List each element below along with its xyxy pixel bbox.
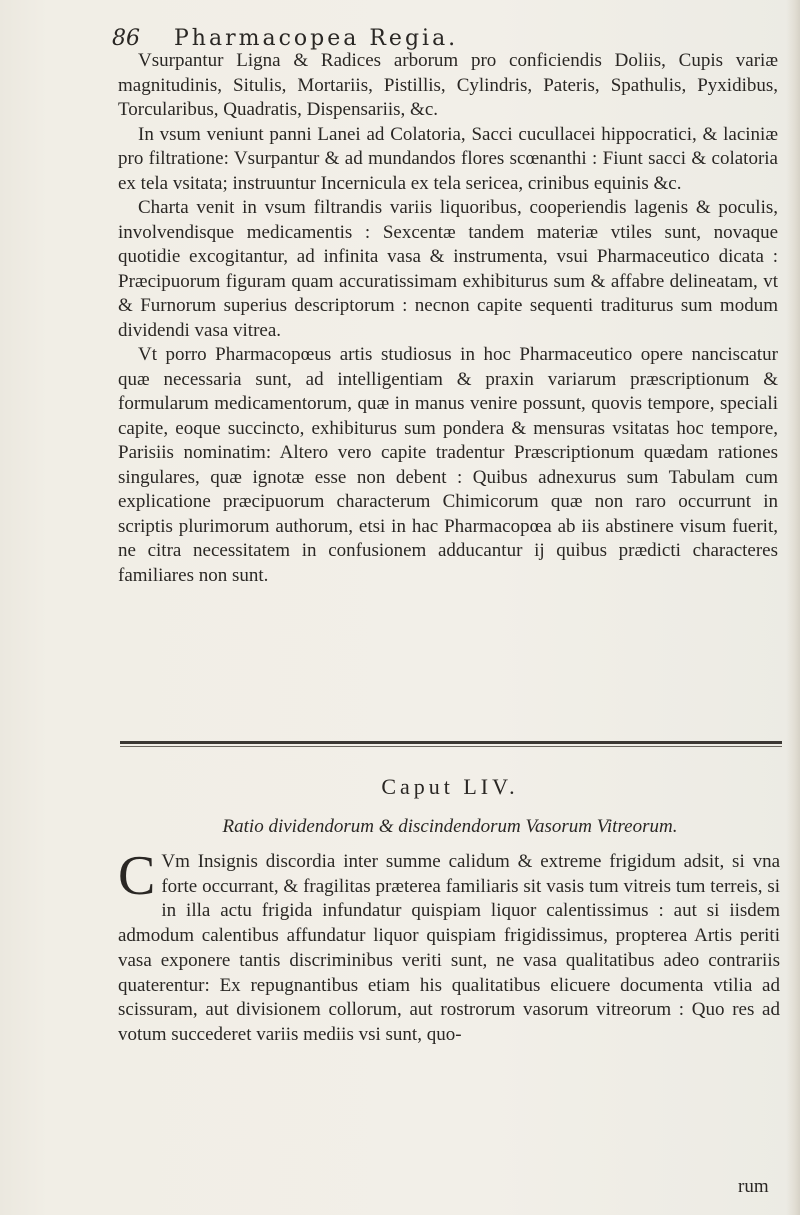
paragraph-ligna: Vsurpantur Ligna & Radices arborum pro conficiendis Doliis, Cupis variæ magnitudinis, Situlis, Mortariis, Pistillis, Cylindris, Pateris, Spathulis, Pyxidibus, Torcularibus, Quadratis, Dispensariis, &c. [118, 50, 778, 120]
chapter-rule-thin [120, 746, 782, 747]
drop-capital: C [118, 845, 156, 907]
page-edge-shadow [786, 0, 800, 1215]
catchword: rum [738, 1176, 769, 1197]
chapter-heading: Caput LIV. [381, 774, 519, 799]
paragraph-charta: Charta venit in vsum filtrandis variis liquoribus, cooperiendis lagenis & poculis, involvendisque medicamentis : Sexcentæ tandem materiæ vtiles sunt, novaque quotidie excogitantur, ad infinita vasa & instrumenta, vsui Pharmaceutico dicata : Præcipuorum figuram quam accuratissimam exhibiturus sum & affabre delineatam, vt & Furnorum superius descriptorum : necnon capite sequenti traditurus sum modum dividendi vasa vitrea. [118, 197, 778, 341]
chapter-body-text: Vm Insignis discordia inter summe calidum & extreme frigidum adsit, si vna forte occurrant, & fragilitas præterea familiaris sit vasis tum vitreis tum terreis, si in illa actu frigida infundatur quispiam liquor calentissimus : aut si iisdem admodum calentibus affundatur liquor quispiam frigidissimus, propterea Artis periti vasa exponere tantis discriminibus veriti sunt, ne vasa qualitatibus adeo contrariis quaterentur: Ex repugnantibus etiam his qualitatibus elicuere documenta vtilia ad scissuram, aut divisionem collorum, aut rostrorum vasorum vitreorum : Quo res ad votum succederet variis mediis vsi sunt, quo- [118, 851, 780, 1045]
page-number: 86 [112, 26, 140, 51]
chapter-subtitle: Ratio dividendorum & discindendorum Vasorum Vitreorum. [222, 816, 678, 837]
chapter-paragraph [118, 845, 780, 1048]
paragraph-pharmacopoeus: Vt porro Pharmacopœus artis studiosus in hoc Pharmaceutico opere nanciscatur quæ necessaria sunt, ad intelligentiam & praxin variarum præscriptionum & formularum medicamentorum, quæ in manus venire possunt, quovis tempore, speciali capite, eoque succincto, exhibiturus sum pondera & mensuras vsitatas hoc tempore, Parisiis nominatim: Altero vero capite tradentur Præscriptionum quædam rationes singulares, quæ ignotæ esse non debent : Quibus adnexurus sum Tabulam cum explicatione præcipuorum characterum Chimicorum quæ non raro occurrunt in scriptis plurimorum authorum, etsi in hac Pharmacopœa ab iis abstinere visum fuerit, ne citra necessitatem in confusionem adducantur ij quibus prædicti characteres familiares non sunt. [118, 344, 778, 586]
chapter-rule-thick [120, 741, 782, 744]
main-text [118, 49, 778, 588]
running-head: Pharmacopea Regia. [174, 26, 459, 51]
chapter-body [118, 845, 780, 1048]
paragraph-panni: In vsum veniunt panni Lanei ad Colatoria, Sacci cucullacei hippocratici, & laciniæ pro filtratione: Vsurpantur & ad mundandos flores scœnanthi : Fiunt sacci & colatoria ex tela vsitata; instruuntur Incernicula ex tela sericea, crinibus equinis &c. [118, 123, 778, 194]
